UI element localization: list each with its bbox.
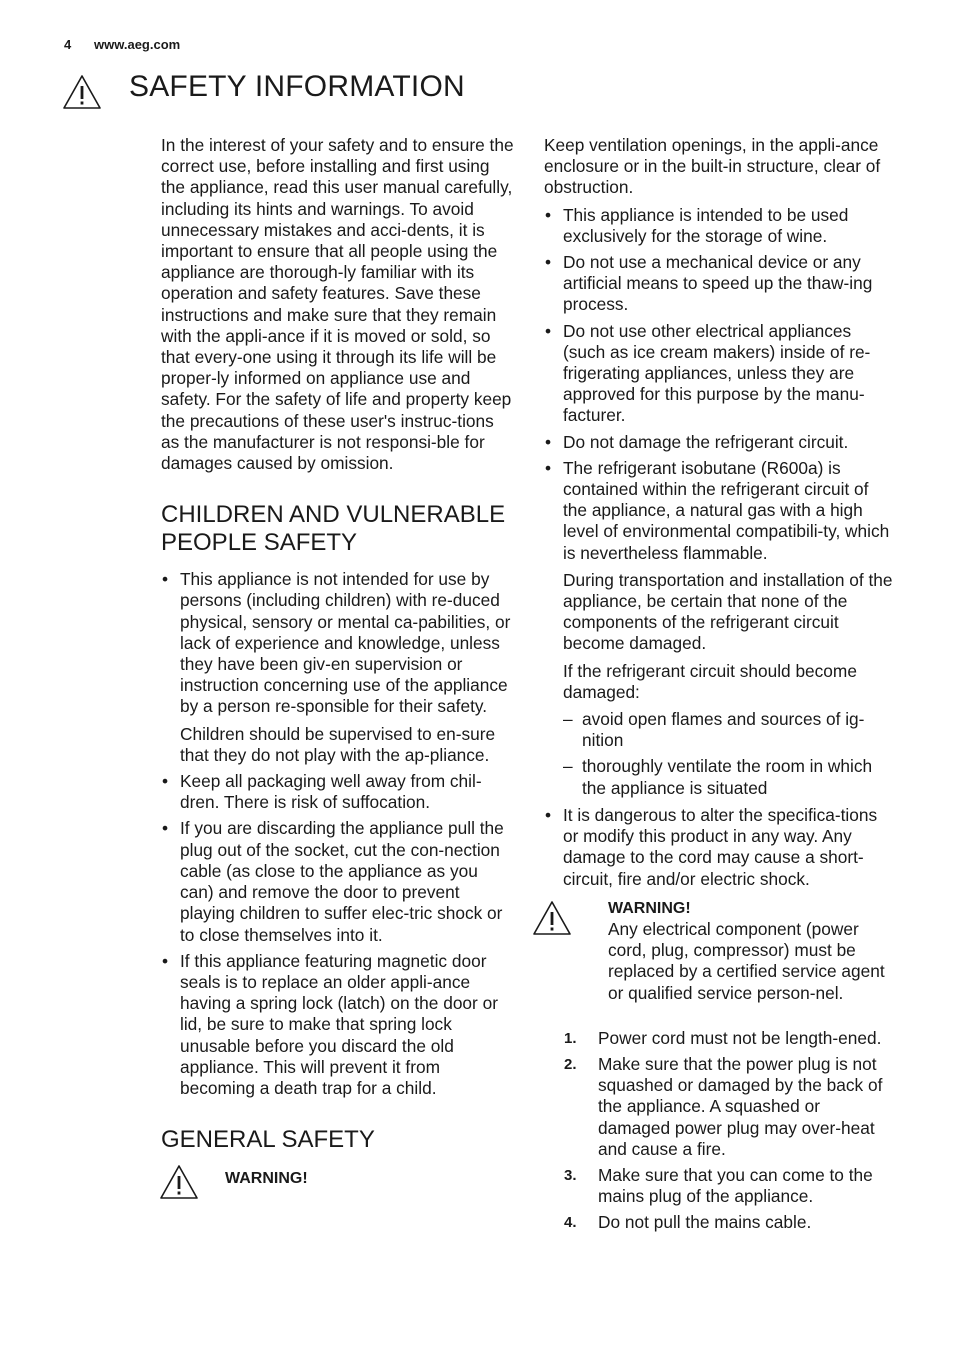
list-item: • This appliance is intended to be used exclusively for the storage of wine.: [544, 205, 896, 247]
list-item: • If you are discarding the appliance pull the plug out of the socket, cut the con-nection cable (as close to the appliance as you can) and remove the door to prevent playing children to suffer elec-tric shock or to close themselves into it.: [161, 818, 515, 945]
page-number: 4: [64, 37, 72, 52]
warning-triangle-icon: [532, 900, 572, 941]
dash-list: [563, 709, 896, 799]
general-warning: [161, 1166, 515, 1210]
electrical-warning: [544, 898, 896, 1004]
numbered-list: [544, 1028, 896, 1234]
ventilation-paragraph: Keep ventilation openings, in the appli-ance enclosure or in the built-in structure, clear of obstruction.: [544, 135, 881, 198]
numbered-item: 4. Do not pull the mains cable.: [564, 1212, 812, 1233]
warning-triangle-icon: [159, 1164, 199, 1205]
list-item: • If this appliance featuring magnetic door seals is to replace an older appli-ance having a spring lock (latch) on the door or lid, be sure to make that spring lock unusable before you discard the old appliance. This will prevent it from becoming a death trap for a child.: [161, 951, 515, 1099]
warning-label: WARNING!: [225, 1170, 308, 1188]
list-item: • It is dangerous to alter the specifica-tions or modify this product in any way. Any damage to the cord may cause a short-circuit, fire and/or electric shock.: [544, 805, 896, 890]
numbered-item: 3. Make sure that you can come to the mains plug of the appliance.: [564, 1164, 873, 1207]
general-safety-heading: GENERAL SAFETY: [161, 1126, 375, 1154]
page-header: [64, 37, 180, 52]
list-item: • This appliance is not intended for use by persons (including children) with re-duced physical, sensory or mental ca-pabilities, or lack of experience and knowledge, unless they have been giv-en supervision or instruction concerning use of the appliance by a person re-sponsible for their safety. Children should be supervised to en-sure that they do not play with the ap-pliance.: [161, 569, 515, 766]
list-item: • Do not use a mechanical device or any artificial means to speed up the thaw-ing process.: [544, 252, 896, 316]
warning-triangle-icon: [62, 74, 102, 115]
children-safety-heading: CHILDREN AND VULNERABLE PEOPLE SAFETY: [161, 501, 506, 557]
list-item: • Keep all packaging well away from chil-dren. There is risk of suffocation.: [161, 771, 515, 813]
right-column: [544, 135, 896, 1239]
numbered-item: 1. Power cord must not be length-ened.: [564, 1027, 882, 1048]
general-safety-list: [544, 205, 896, 890]
site-url[interactable]: www.aeg.com: [94, 37, 181, 52]
page-title: SAFETY INFORMATION: [129, 70, 465, 103]
numbered-item: 2. Make sure that the power plug is not squashed or damaged by the back of the appliance. A squashed or damaged power plug may over-heat and cause a fire.: [564, 1053, 883, 1159]
list-item: • Do not damage the refrigerant circuit.: [544, 432, 896, 453]
list-item: • Do not use other electrical appliances (such as ice cream makers) inside of re-frigerating appliances, unless they are approved for this purpose by the manu-facturer.: [544, 321, 896, 427]
dash-item: – avoid open flames and sources of ig-nition: [563, 709, 896, 751]
children-safety-list: [161, 569, 515, 1099]
list-item: • The refrigerant isobutane (R600a) is contained within the refrigerant circuit of the appliance, a natural gas with a high level of environmental compatibili-ty, which is nevertheless flammable. During transportation and installation of the appliance, be certain that none of the components of the refrigerant circuit become damaged. If the refrigerant circuit should become damaged: – avoid open flames and sources of ig-nition – thoroughly ventilate the room in which the appliance is situated: [544, 458, 896, 799]
intro-paragraph: In the interest of your safety and to ensure the correct use, before installing and first using the appliance, read this user manual carefully, including its hints and warnings. To avoid unnecessary mistakes and acci-dents, it is important to ensure that all people using the appliance are thorough-ly familiar with its operation and safety features. Save these instructions and make sure that they remain with the appli-ance if it is moved or sold, so that every-one using it through its life will be proper-ly informed on appliance use and safety. For the safety of life and property keep the precautions of these user's instruc-tions as the manufacturer is not responsi-ble for damages caused by omission.: [161, 135, 514, 474]
warning-label: WARNING!: [608, 899, 691, 917]
warning-text: Any electrical component (power cord, plug, compressor) must be replaced by a certified service agent or qualified service person-nel.: [608, 918, 885, 1003]
left-column: [161, 135, 515, 1210]
dash-item: – thoroughly ventilate the room in which the appliance is situated: [563, 756, 896, 798]
